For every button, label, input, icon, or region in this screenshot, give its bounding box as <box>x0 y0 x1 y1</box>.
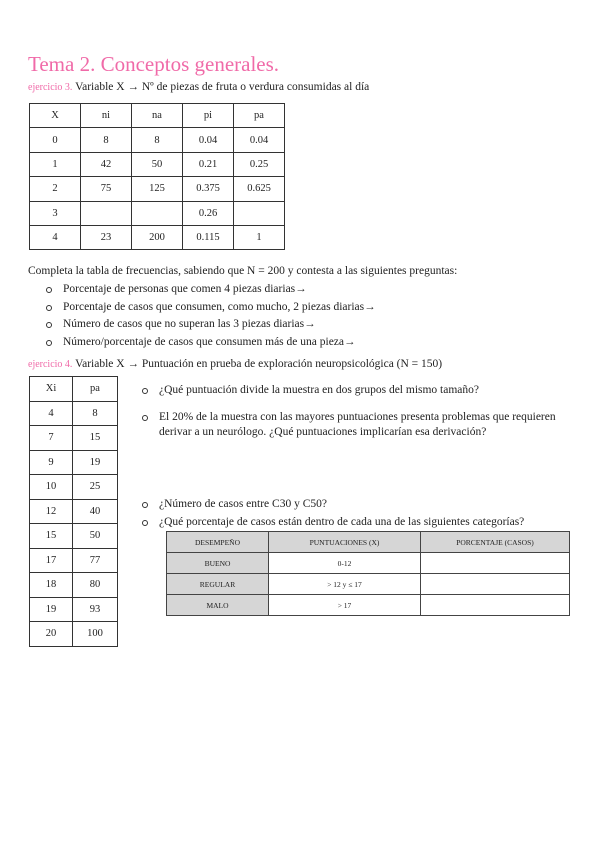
table-cell: 9 <box>30 450 73 475</box>
table-cell: 50 <box>73 524 118 549</box>
header-cell: DESEMPEÑO <box>167 532 269 553</box>
table-cell: 1 <box>234 225 285 249</box>
frequency-table <box>29 103 285 250</box>
ex4-arrow: → <box>127 358 139 370</box>
table-row <box>167 553 570 574</box>
table-cell: 17 <box>30 548 73 573</box>
table-row <box>30 401 118 426</box>
table-row <box>30 573 118 598</box>
ex4-variable: Variable X <box>75 358 125 370</box>
header-cell: pa <box>234 104 285 128</box>
table-cell: 12 <box>30 499 73 524</box>
table-cell: 2 <box>30 177 81 201</box>
answer-cell <box>421 595 570 616</box>
ex3-arrow: → <box>127 81 139 93</box>
bullet-icon <box>46 305 52 311</box>
bullet-icon <box>142 502 148 508</box>
category-table <box>166 531 570 616</box>
table-cell: 80 <box>73 573 118 598</box>
ex4-question-3 <box>159 497 579 512</box>
ex4-description: Puntuación en prueba de exploración neuropsicológica (N = 150) <box>141 358 443 370</box>
table-cell: 23 <box>81 225 132 249</box>
table-row <box>30 597 118 622</box>
table-cell: 77 <box>73 548 118 573</box>
list-item <box>28 316 376 334</box>
question-text: El 20% de la muestra con las mayores puntuaciones presenta problemas que requieren derivar a un neurólogo. ¿Qué puntuaciones implicarían esa derivación? <box>159 411 556 438</box>
table-row <box>30 475 118 500</box>
bullet-icon <box>46 340 52 346</box>
table-cell <box>234 201 285 225</box>
table-row <box>167 595 570 616</box>
header-cell: X <box>30 104 81 128</box>
table-cell: 20 <box>30 622 73 647</box>
table-cell: 93 <box>73 597 118 622</box>
table-cell: 8 <box>81 128 132 152</box>
table-header-row <box>30 104 285 128</box>
table-row <box>30 524 118 549</box>
ex3-instruction: Completa la tabla de frecuencias, sabiendo que N = 200 y contesta a las siguientes preguntas: <box>28 265 458 277</box>
table-cell: 25 <box>73 475 118 500</box>
table-cell: 8 <box>132 128 183 152</box>
bullet-icon <box>46 322 52 328</box>
answer-cell <box>421 553 570 574</box>
list-item <box>28 299 376 317</box>
table-cell <box>132 201 183 225</box>
table-header-row <box>167 532 570 553</box>
table-row <box>30 426 118 451</box>
list-item <box>28 334 376 352</box>
table-cell: 19 <box>73 450 118 475</box>
table-cell: 1 <box>30 152 81 176</box>
table-cell: 0 <box>30 128 81 152</box>
question-text: ¿Qué puntuación divide la muestra en dos grupos del mismo tamaño? <box>159 384 480 396</box>
table-cell: 0.04 <box>183 128 234 152</box>
table-cell: 0.625 <box>234 177 285 201</box>
table-cell: 4 <box>30 225 81 249</box>
ex4-question-4 <box>159 515 589 530</box>
category-cell: BUENO <box>167 553 269 574</box>
table-cell: 125 <box>132 177 183 201</box>
table-cell: 0.26 <box>183 201 234 225</box>
answer-cell <box>421 574 570 595</box>
table-cell: 18 <box>30 573 73 598</box>
question-text: ¿Número de casos entre C30 y C50? <box>159 498 327 510</box>
table-cell: 15 <box>73 426 118 451</box>
table-cell: 3 <box>30 201 81 225</box>
table-row <box>30 622 118 647</box>
ex3-label: ejercicio 3. <box>28 82 73 93</box>
header-cell: pa <box>73 377 118 402</box>
ex4-question-1 <box>159 383 579 398</box>
question-text: ¿Qué porcentaje de casos están dentro de cada una de las siguientes categorías? <box>159 516 525 528</box>
header-cell: PORCENTAJE (CASOS) <box>421 532 570 553</box>
bullet-icon <box>142 520 148 526</box>
table-row <box>30 450 118 475</box>
table-header-row <box>30 377 118 402</box>
table-cell: 15 <box>30 524 73 549</box>
page-title: Tema 2. Conceptos generales. <box>28 52 280 76</box>
table-cell: 50 <box>132 152 183 176</box>
table-cell: > 17 <box>269 595 421 616</box>
list-item <box>28 281 376 299</box>
table-cell: 40 <box>73 499 118 524</box>
table-row <box>30 201 285 225</box>
header-cell: Xi <box>30 377 73 402</box>
table-cell: 75 <box>81 177 132 201</box>
table-row <box>30 548 118 573</box>
ex3-description: Nº de piezas de fruta o verdura consumidas al día <box>141 81 370 93</box>
table-cell: 0.21 <box>183 152 234 176</box>
question-text: Porcentaje de personas que comen 4 piezas diarias→ <box>63 283 307 295</box>
ex3-question-list <box>28 281 376 351</box>
table-cell: 7 <box>30 426 73 451</box>
header-cell: na <box>132 104 183 128</box>
ex4-heading <box>28 358 442 370</box>
header-cell: ni <box>81 104 132 128</box>
ex4-label: ejercicio 4. <box>28 359 73 370</box>
table-cell: 0.25 <box>234 152 285 176</box>
table-cell: 8 <box>73 401 118 426</box>
table-row <box>167 574 570 595</box>
table-row <box>30 225 285 249</box>
bullet-icon <box>142 388 148 394</box>
category-cell: REGULAR <box>167 574 269 595</box>
table-cell: 0.115 <box>183 225 234 249</box>
header-cell: pi <box>183 104 234 128</box>
table-cell: 42 <box>81 152 132 176</box>
table-cell: 0.04 <box>234 128 285 152</box>
table-row <box>30 499 118 524</box>
table-cell: 0-12 <box>269 553 421 574</box>
table-cell <box>81 201 132 225</box>
table-cell: 0.375 <box>183 177 234 201</box>
table-cell: 19 <box>30 597 73 622</box>
question-text: Porcentaje de casos que consumen, como mucho, 2 piezas diarias→ <box>63 300 376 313</box>
table-row <box>30 128 285 152</box>
ex3-heading <box>28 81 369 93</box>
table-row <box>30 177 285 201</box>
table-cell: > 12 y ≤ 17 <box>269 574 421 595</box>
category-cell: MALO <box>167 595 269 616</box>
cumulative-table <box>29 376 118 647</box>
table-cell: 10 <box>30 475 73 500</box>
question-text: Número de casos que no superan las 3 piezas diarias→ <box>63 318 316 331</box>
table-cell: 200 <box>132 225 183 249</box>
ex4-question-2 <box>159 410 564 440</box>
bullet-icon <box>46 287 52 293</box>
ex3-variable: Variable X <box>75 81 125 93</box>
header-cell: PUNTUACIONES (X) <box>269 532 421 553</box>
table-cell: 4 <box>30 401 73 426</box>
question-text: Número/porcentaje de casos que consumen más de una pieza→ <box>63 335 356 348</box>
table-row <box>30 152 285 176</box>
table-cell: 100 <box>73 622 118 647</box>
bullet-icon <box>142 415 148 421</box>
